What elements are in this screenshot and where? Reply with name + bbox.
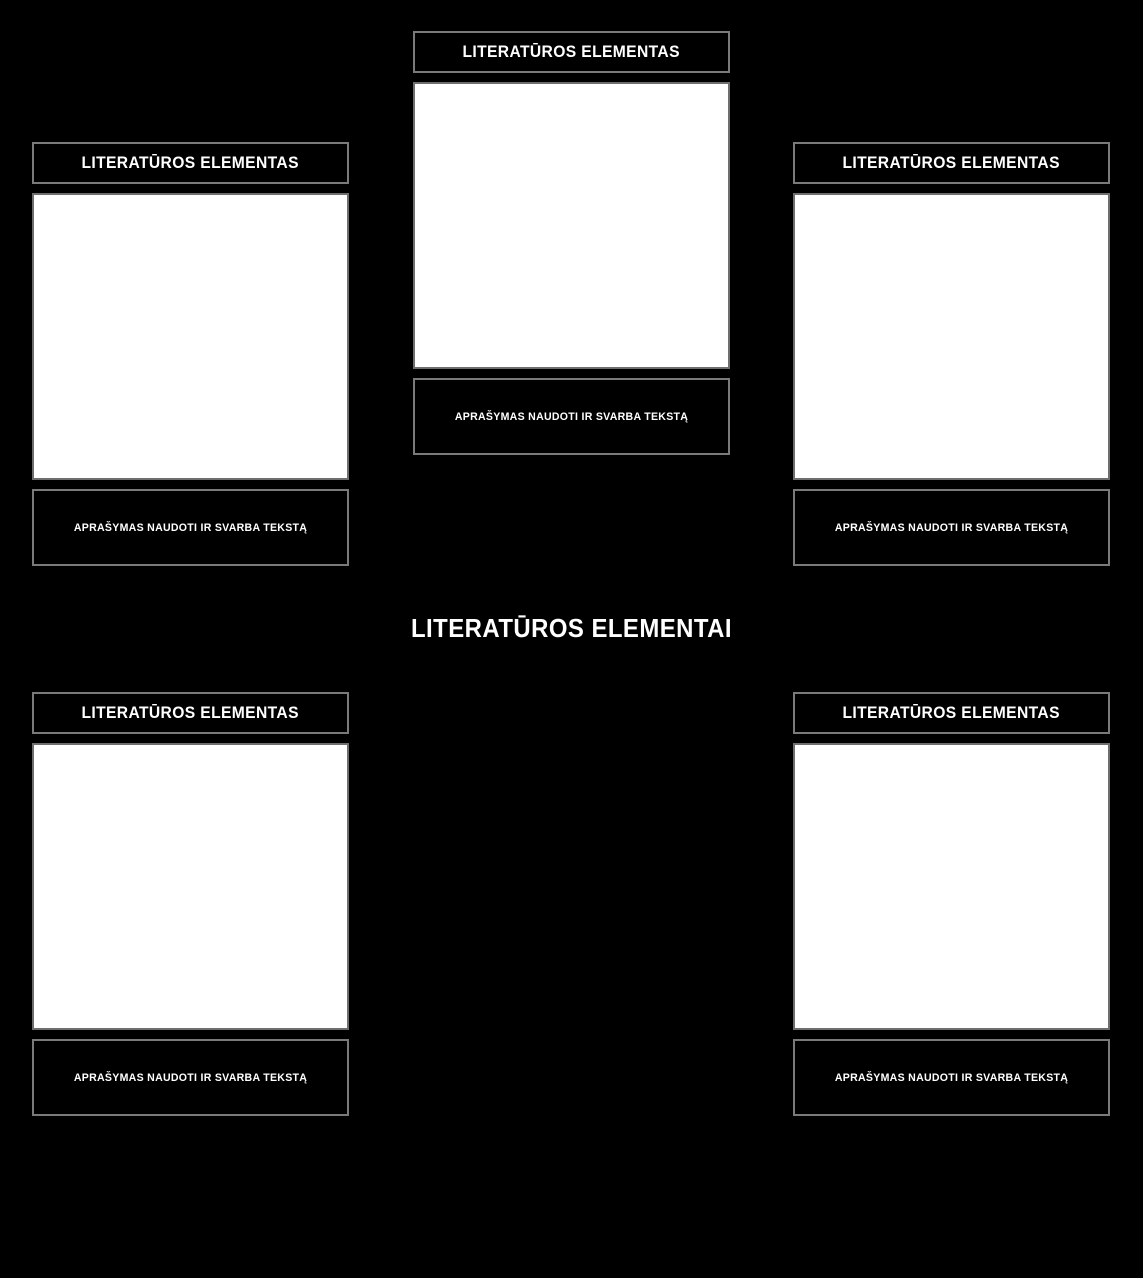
cell-header-box[interactable]: [793, 692, 1110, 734]
cell-header-label: LITERATŪROS ELEMENTAS: [81, 153, 300, 172]
cell-header-label: LITERATŪROS ELEMENTAS: [81, 703, 300, 722]
cell-description-box[interactable]: [413, 378, 730, 455]
image-placeholder[interactable]: [413, 82, 730, 369]
cell-top-center: [413, 31, 730, 455]
cell-description-label: APRAŠYMAS NAUDOTI IR SVARBA TEKSTĄ: [834, 1071, 1069, 1084]
cell-description-label: APRAŠYMAS NAUDOTI IR SVARBA TEKSTĄ: [73, 1071, 308, 1084]
cell-bottom-right: [793, 692, 1110, 1116]
cell-top-left: [32, 142, 349, 566]
cell-header-box[interactable]: [32, 692, 349, 734]
page-title-text: LITERATŪROS ELEMENTAI: [410, 613, 733, 643]
cell-description-box[interactable]: [793, 489, 1110, 566]
image-placeholder[interactable]: [793, 193, 1110, 480]
cell-header-label: LITERATŪROS ELEMENTAS: [842, 153, 1061, 172]
cell-description-label: APRAŠYMAS NAUDOTI IR SVARBA TEKSTĄ: [454, 410, 689, 423]
image-placeholder[interactable]: [32, 743, 349, 1030]
cell-header-box[interactable]: [413, 31, 730, 73]
cell-header-label: LITERATŪROS ELEMENTAS: [842, 703, 1061, 722]
cell-description-box[interactable]: [32, 1039, 349, 1116]
cell-header-box[interactable]: [32, 142, 349, 184]
cell-header-label: LITERATŪROS ELEMENTAS: [462, 42, 681, 61]
cell-top-right: [793, 142, 1110, 566]
cell-description-label: APRAŠYMAS NAUDOTI IR SVARBA TEKSTĄ: [834, 521, 1069, 534]
cell-description-label: APRAŠYMAS NAUDOTI IR SVARBA TEKSTĄ: [73, 521, 308, 534]
cell-header-box[interactable]: [793, 142, 1110, 184]
cell-description-box[interactable]: [793, 1039, 1110, 1116]
cell-description-box[interactable]: [32, 489, 349, 566]
image-placeholder[interactable]: [793, 743, 1110, 1030]
page-title: [0, 612, 1143, 644]
cell-bottom-left: [32, 692, 349, 1116]
image-placeholder[interactable]: [32, 193, 349, 480]
